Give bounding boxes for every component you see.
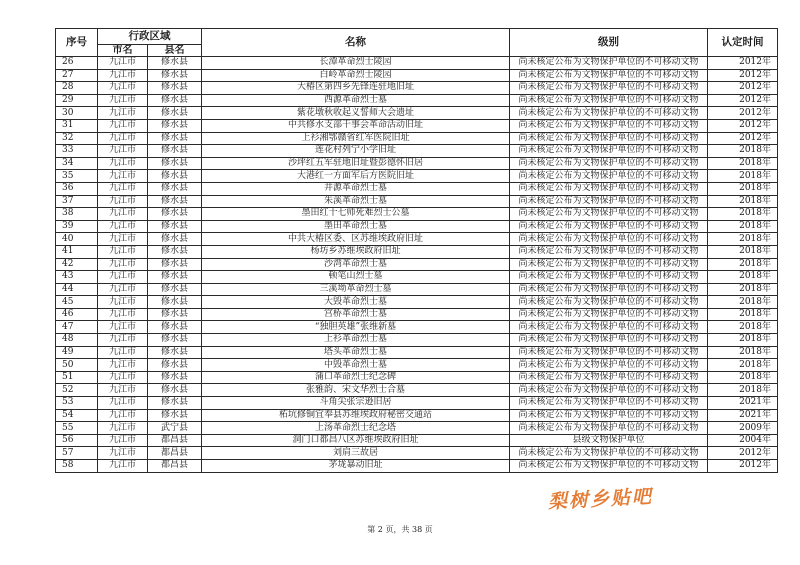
cell-level: 尚未核定公布为文物保护单位的不可移动文物 bbox=[510, 271, 708, 284]
cell-seq: 33 bbox=[56, 145, 98, 158]
cell-name: 墨田革命烈士墓 bbox=[202, 220, 510, 233]
cell-county: 武宁县 bbox=[148, 422, 202, 435]
cell-seq: 45 bbox=[56, 296, 98, 309]
cell-name: 墨田红十七师死难烈士公墓 bbox=[202, 208, 510, 221]
table-row bbox=[56, 94, 778, 107]
cell-year: 2018年 bbox=[708, 245, 778, 258]
cell-level: 尚未核定公布为文物保护单位的不可移动文物 bbox=[510, 220, 708, 233]
cell-city: 九江市 bbox=[98, 334, 148, 347]
cell-seq: 55 bbox=[56, 422, 98, 435]
cell-city: 九江市 bbox=[98, 195, 148, 208]
cell-county: 修水县 bbox=[148, 94, 202, 107]
cell-county: 修水县 bbox=[148, 296, 202, 309]
cell-county: 修水县 bbox=[148, 145, 202, 158]
cell-city: 九江市 bbox=[98, 107, 148, 120]
cell-name: 上衫湘鄂赣省红军医院旧址 bbox=[202, 132, 510, 145]
table-row bbox=[56, 182, 778, 195]
cell-seq: 34 bbox=[56, 157, 98, 170]
cell-level: 尚未核定公布为文物保护单位的不可移动文物 bbox=[510, 283, 708, 296]
cell-county: 修水县 bbox=[148, 132, 202, 145]
cell-city: 九江市 bbox=[98, 132, 148, 145]
cell-seq: 57 bbox=[56, 447, 98, 460]
cell-seq: 35 bbox=[56, 170, 98, 183]
cell-year: 2012年 bbox=[708, 57, 778, 70]
cell-year: 2018年 bbox=[708, 220, 778, 233]
cell-level: 尚未核定公布为文物保护单位的不可移动文物 bbox=[510, 233, 708, 246]
cell-city: 九江市 bbox=[98, 69, 148, 82]
cell-level: 尚未核定公布为文物保护单位的不可移动文物 bbox=[510, 359, 708, 372]
table-row bbox=[56, 82, 778, 95]
cell-year: 2018年 bbox=[708, 145, 778, 158]
cell-city: 九江市 bbox=[98, 57, 148, 70]
cell-seq: 37 bbox=[56, 195, 98, 208]
cell-city: 九江市 bbox=[98, 94, 148, 107]
cell-year: 2018年 bbox=[708, 346, 778, 359]
table-row bbox=[56, 334, 778, 347]
cell-county: 修水县 bbox=[148, 397, 202, 410]
cell-name: 顿笔山烈士墓 bbox=[202, 271, 510, 284]
cell-county: 修水县 bbox=[148, 182, 202, 195]
cell-level: 尚未核定公布为文物保护单位的不可移动文物 bbox=[510, 195, 708, 208]
cell-city: 九江市 bbox=[98, 359, 148, 372]
cell-county: 修水县 bbox=[148, 283, 202, 296]
cell-name: 柘坑修铜宜奉县苏维埃政府秘密交通站 bbox=[202, 409, 510, 422]
cell-name: 三溪坳革命烈士墓 bbox=[202, 283, 510, 296]
table-row bbox=[56, 119, 778, 132]
cell-seq: 44 bbox=[56, 283, 98, 296]
header-county: 县名 bbox=[148, 45, 202, 57]
cell-year: 2018年 bbox=[708, 195, 778, 208]
cell-year: 2012年 bbox=[708, 107, 778, 120]
cell-county: 修水县 bbox=[148, 346, 202, 359]
header-level: 级别 bbox=[510, 29, 708, 57]
cell-name: 中共修水支部干事会革命活动旧址 bbox=[202, 119, 510, 132]
cell-name: 大毁革命烈士墓 bbox=[202, 296, 510, 309]
cell-seq: 28 bbox=[56, 82, 98, 95]
cell-year: 2018年 bbox=[708, 283, 778, 296]
cell-name: 上汤革命烈士纪念塔 bbox=[202, 422, 510, 435]
cell-seq: 48 bbox=[56, 334, 98, 347]
cell-county: 修水县 bbox=[148, 308, 202, 321]
table-row bbox=[56, 245, 778, 258]
cell-level: 尚未核定公布为文物保护单位的不可移动文物 bbox=[510, 296, 708, 309]
cell-level: 尚未核定公布为文物保护单位的不可移动文物 bbox=[510, 82, 708, 95]
cell-county: 修水县 bbox=[148, 82, 202, 95]
cell-year: 2018年 bbox=[708, 258, 778, 271]
cell-seq: 29 bbox=[56, 94, 98, 107]
table-row bbox=[56, 296, 778, 309]
cell-city: 九江市 bbox=[98, 119, 148, 132]
cell-level: 尚未核定公布为文物保护单位的不可移动文物 bbox=[510, 409, 708, 422]
cell-year: 2018年 bbox=[708, 170, 778, 183]
cell-name: 大港红一方面军后方医院旧址 bbox=[202, 170, 510, 183]
cell-name: 上衫革命烈士墓 bbox=[202, 334, 510, 347]
cell-name: 杨坊乡苏维埃政府旧址 bbox=[202, 245, 510, 258]
table-row bbox=[56, 447, 778, 460]
header-seq: 序号 bbox=[56, 29, 98, 57]
cell-year: 2021年 bbox=[708, 409, 778, 422]
cell-seq: 36 bbox=[56, 182, 98, 195]
cell-county: 修水县 bbox=[148, 57, 202, 70]
cell-county: 修水县 bbox=[148, 107, 202, 120]
cell-city: 九江市 bbox=[98, 233, 148, 246]
cell-level: 尚未核定公布为文物保护单位的不可移动文物 bbox=[510, 170, 708, 183]
cell-level: 尚未核定公布为文物保护单位的不可移动文物 bbox=[510, 321, 708, 334]
table-row bbox=[56, 321, 778, 334]
cell-city: 九江市 bbox=[98, 384, 148, 397]
cell-seq: 49 bbox=[56, 346, 98, 359]
cell-level: 尚未核定公布为文物保护单位的不可移动文物 bbox=[510, 460, 708, 473]
cell-seq: 31 bbox=[56, 119, 98, 132]
header-city: 市名 bbox=[98, 45, 148, 57]
cell-name: 刘肩三故居 bbox=[202, 447, 510, 460]
cell-name: 茅垅暴动旧址 bbox=[202, 460, 510, 473]
cell-county: 修水县 bbox=[148, 69, 202, 82]
table-row bbox=[56, 132, 778, 145]
cell-city: 九江市 bbox=[98, 296, 148, 309]
table-row bbox=[56, 409, 778, 422]
header-time: 认定时间 bbox=[708, 29, 778, 57]
cell-level: 尚未核定公布为文物保护单位的不可移动文物 bbox=[510, 157, 708, 170]
cell-level: 尚未核定公布为文物保护单位的不可移动文物 bbox=[510, 107, 708, 120]
cell-city: 九江市 bbox=[98, 271, 148, 284]
cell-county: 修水县 bbox=[148, 334, 202, 347]
cell-county: 都昌县 bbox=[148, 434, 202, 447]
cell-year: 2012年 bbox=[708, 82, 778, 95]
cell-seq: 38 bbox=[56, 208, 98, 221]
cell-year: 2018年 bbox=[708, 208, 778, 221]
table-row bbox=[56, 208, 778, 221]
cell-county: 都昌县 bbox=[148, 460, 202, 473]
cell-level: 尚未核定公布为文物保护单位的不可移动文物 bbox=[510, 384, 708, 397]
cell-county: 修水县 bbox=[148, 157, 202, 170]
cell-year: 2012年 bbox=[708, 132, 778, 145]
cell-name: 蒲口革命烈士纪念碑 bbox=[202, 371, 510, 384]
table-row bbox=[56, 69, 778, 82]
cell-year: 2018年 bbox=[708, 359, 778, 372]
cell-year: 2018年 bbox=[708, 182, 778, 195]
cell-year: 2004年 bbox=[708, 434, 778, 447]
cell-city: 九江市 bbox=[98, 447, 148, 460]
cell-year: 2012年 bbox=[708, 94, 778, 107]
table-row bbox=[56, 170, 778, 183]
cell-level: 尚未核定公布为文物保护单位的不可移动文物 bbox=[510, 245, 708, 258]
cell-seq: 50 bbox=[56, 359, 98, 372]
cell-city: 九江市 bbox=[98, 145, 148, 158]
cell-seq: 42 bbox=[56, 258, 98, 271]
cell-city: 九江市 bbox=[98, 346, 148, 359]
cell-level: 尚未核定公布为文物保护单位的不可移动文物 bbox=[510, 119, 708, 132]
cell-level: 县级文物保护单位 bbox=[510, 434, 708, 447]
cell-name: 西源革命烈士墓 bbox=[202, 94, 510, 107]
cell-city: 九江市 bbox=[98, 208, 148, 221]
cell-level: 尚未核定公布为文物保护单位的不可移动文物 bbox=[510, 422, 708, 435]
cell-name: 张雅韵、宋文华烈士合墓 bbox=[202, 384, 510, 397]
table-row bbox=[56, 371, 778, 384]
cell-name: 斗角尖张宗逊旧居 bbox=[202, 397, 510, 410]
cell-level: 尚未核定公布为文物保护单位的不可移动文物 bbox=[510, 208, 708, 221]
cell-name: 塔头革命烈士墓 bbox=[202, 346, 510, 359]
cell-name: 宫桥革命烈士墓 bbox=[202, 308, 510, 321]
cell-seq: 27 bbox=[56, 69, 98, 82]
table-body bbox=[56, 57, 778, 473]
cell-year: 2021年 bbox=[708, 397, 778, 410]
cell-seq: 39 bbox=[56, 220, 98, 233]
cell-county: 都昌县 bbox=[148, 447, 202, 460]
cell-year: 2018年 bbox=[708, 233, 778, 246]
cell-city: 九江市 bbox=[98, 283, 148, 296]
cell-name: “独胆英雄”张维新墓 bbox=[202, 321, 510, 334]
cell-year: 2012年 bbox=[708, 119, 778, 132]
table-row bbox=[56, 308, 778, 321]
cell-level: 尚未核定公布为文物保护单位的不可移动文物 bbox=[510, 57, 708, 70]
table-row bbox=[56, 195, 778, 208]
table-row bbox=[56, 346, 778, 359]
table-header bbox=[56, 29, 778, 57]
table-row bbox=[56, 384, 778, 397]
cell-seq: 58 bbox=[56, 460, 98, 473]
heritage-table-sheet bbox=[55, 28, 777, 473]
table-row bbox=[56, 107, 778, 120]
cell-city: 九江市 bbox=[98, 157, 148, 170]
cell-county: 修水县 bbox=[148, 271, 202, 284]
table-row bbox=[56, 460, 778, 473]
cell-seq: 30 bbox=[56, 107, 98, 120]
table-row bbox=[56, 57, 778, 70]
cell-name: 中共大椿区委、区苏维埃政府旧址 bbox=[202, 233, 510, 246]
cell-city: 九江市 bbox=[98, 170, 148, 183]
cell-seq: 26 bbox=[56, 57, 98, 70]
cell-city: 九江市 bbox=[98, 397, 148, 410]
cell-year: 2018年 bbox=[708, 271, 778, 284]
table-row bbox=[56, 397, 778, 410]
cell-level: 尚未核定公布为文物保护单位的不可移动文物 bbox=[510, 182, 708, 195]
cell-year: 2009年 bbox=[708, 422, 778, 435]
page-footer: 第 2 页，共 38 页 bbox=[367, 525, 433, 534]
table-row bbox=[56, 359, 778, 372]
cell-name: 长潭革命烈士陵园 bbox=[202, 57, 510, 70]
cell-county: 修水县 bbox=[148, 321, 202, 334]
cell-city: 九江市 bbox=[98, 409, 148, 422]
cell-seq: 40 bbox=[56, 233, 98, 246]
cell-seq: 43 bbox=[56, 271, 98, 284]
cell-year: 2018年 bbox=[708, 157, 778, 170]
cell-county: 修水县 bbox=[148, 119, 202, 132]
cell-county: 修水县 bbox=[148, 220, 202, 233]
cell-year: 2018年 bbox=[708, 334, 778, 347]
table-row bbox=[56, 157, 778, 170]
cell-year: 2018年 bbox=[708, 308, 778, 321]
cell-city: 九江市 bbox=[98, 460, 148, 473]
cell-city: 九江市 bbox=[98, 422, 148, 435]
cell-name: 大椿区第四乡先锋连驻地旧址 bbox=[202, 82, 510, 95]
cell-level: 尚未核定公布为文物保护单位的不可移动文物 bbox=[510, 69, 708, 82]
table-row bbox=[56, 220, 778, 233]
cell-year: 2012年 bbox=[708, 69, 778, 82]
heritage-table bbox=[55, 28, 778, 473]
cell-county: 修水县 bbox=[148, 208, 202, 221]
cell-year: 2018年 bbox=[708, 321, 778, 334]
cell-level: 尚未核定公布为文物保护单位的不可移动文物 bbox=[510, 94, 708, 107]
cell-county: 修水县 bbox=[148, 245, 202, 258]
cell-name: 沙湾革命烈士墓 bbox=[202, 258, 510, 271]
cell-name: 紫花墩秋收起义誓师大会遗址 bbox=[202, 107, 510, 120]
table-row bbox=[56, 145, 778, 158]
cell-name: 井源革命烈士墓 bbox=[202, 182, 510, 195]
cell-level: 尚未核定公布为文物保护单位的不可移动文物 bbox=[510, 334, 708, 347]
table-row bbox=[56, 422, 778, 435]
cell-name: 朱溪革命烈士墓 bbox=[202, 195, 510, 208]
cell-city: 九江市 bbox=[98, 308, 148, 321]
header-name: 名称 bbox=[202, 29, 510, 57]
cell-county: 修水县 bbox=[148, 359, 202, 372]
cell-name: 白岭革命烈士陵园 bbox=[202, 69, 510, 82]
cell-level: 尚未核定公布为文物保护单位的不可移动文物 bbox=[510, 447, 708, 460]
cell-seq: 51 bbox=[56, 371, 98, 384]
cell-city: 九江市 bbox=[98, 220, 148, 233]
cell-city: 九江市 bbox=[98, 245, 148, 258]
cell-level: 尚未核定公布为文物保护单位的不可移动文物 bbox=[510, 346, 708, 359]
cell-level: 尚未核定公布为文物保护单位的不可移动文物 bbox=[510, 132, 708, 145]
cell-county: 修水县 bbox=[148, 195, 202, 208]
cell-seq: 53 bbox=[56, 397, 98, 410]
cell-name: 洞门口都昌八区苏维埃政府旧址 bbox=[202, 434, 510, 447]
cell-county: 修水县 bbox=[148, 384, 202, 397]
table-row bbox=[56, 434, 778, 447]
cell-seq: 52 bbox=[56, 384, 98, 397]
cell-city: 九江市 bbox=[98, 321, 148, 334]
cell-level: 尚未核定公布为文物保护单位的不可移动文物 bbox=[510, 308, 708, 321]
cell-seq: 54 bbox=[56, 409, 98, 422]
cell-level: 尚未核定公布为文物保护单位的不可移动文物 bbox=[510, 371, 708, 384]
cell-level: 尚未核定公布为文物保护单位的不可移动文物 bbox=[510, 397, 708, 410]
cell-year: 2018年 bbox=[708, 384, 778, 397]
cell-year: 2012年 bbox=[708, 447, 778, 460]
cell-level: 尚未核定公布为文物保护单位的不可移动文物 bbox=[510, 258, 708, 271]
cell-city: 九江市 bbox=[98, 434, 148, 447]
cell-name: 中毁革命烈士墓 bbox=[202, 359, 510, 372]
cell-county: 修水县 bbox=[148, 409, 202, 422]
cell-county: 修水县 bbox=[148, 258, 202, 271]
cell-city: 九江市 bbox=[98, 371, 148, 384]
cell-seq: 46 bbox=[56, 308, 98, 321]
table-row bbox=[56, 283, 778, 296]
cell-city: 九江市 bbox=[98, 258, 148, 271]
cell-seq: 41 bbox=[56, 245, 98, 258]
cell-level: 尚未核定公布为文物保护单位的不可移动文物 bbox=[510, 145, 708, 158]
cell-county: 修水县 bbox=[148, 233, 202, 246]
cell-seq: 47 bbox=[56, 321, 98, 334]
table-row bbox=[56, 233, 778, 246]
watermark: 梨树乡贴吧 bbox=[547, 485, 654, 514]
cell-year: 2018年 bbox=[708, 371, 778, 384]
cell-seq: 56 bbox=[56, 434, 98, 447]
cell-city: 九江市 bbox=[98, 82, 148, 95]
cell-name: 沙坪红五军驻地旧址暨彭德怀旧居 bbox=[202, 157, 510, 170]
cell-county: 修水县 bbox=[148, 371, 202, 384]
cell-seq: 32 bbox=[56, 132, 98, 145]
cell-name: 莲花村列宁小学旧址 bbox=[202, 145, 510, 158]
cell-county: 修水县 bbox=[148, 170, 202, 183]
header-region: 行政区域 bbox=[98, 29, 202, 45]
cell-year: 2018年 bbox=[708, 296, 778, 309]
table-row bbox=[56, 271, 778, 284]
cell-city: 九江市 bbox=[98, 182, 148, 195]
table-row bbox=[56, 258, 778, 271]
cell-year: 2012年 bbox=[708, 460, 778, 473]
